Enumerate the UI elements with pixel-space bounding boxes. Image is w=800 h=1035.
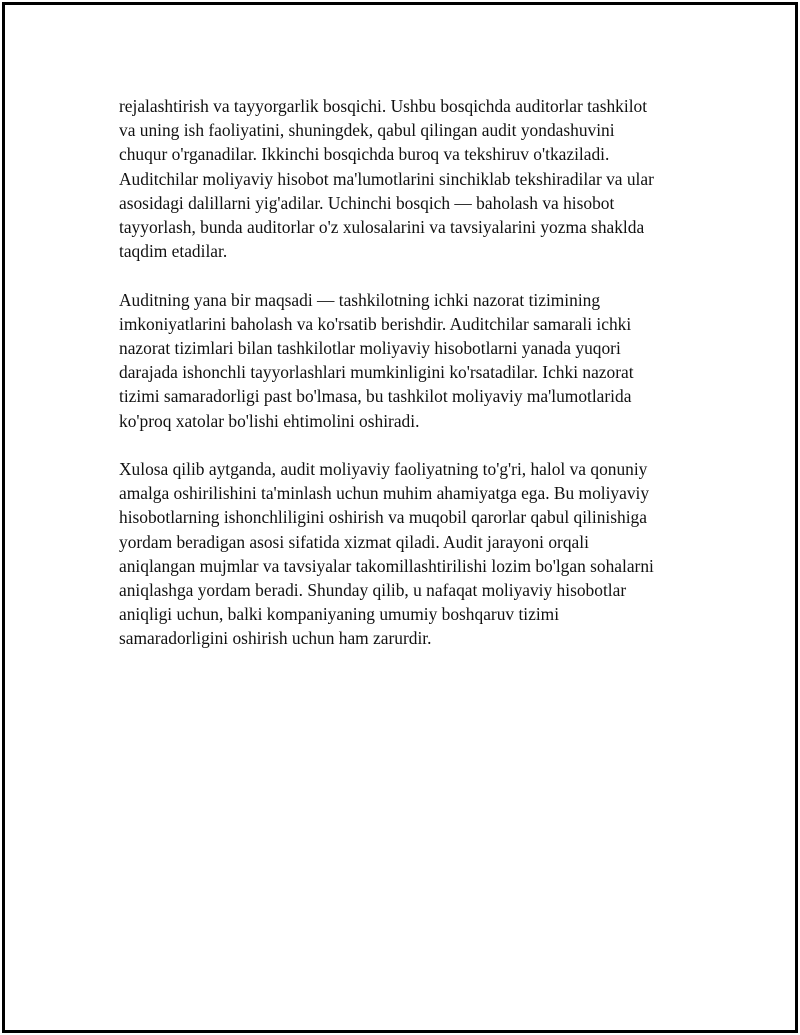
text-line: samaradorligini oshirish uchun ham zarurdir. bbox=[119, 628, 432, 649]
text-line: Auditning yana bir maqsadi — tashkilotning ichki nazorat tizimining bbox=[119, 289, 601, 310]
paragraph-conclusion bbox=[119, 457, 694, 651]
text-line: imkoniyatlarini baholash va ko'rsatib berishdir. Auditchilar samarali ichki bbox=[119, 313, 632, 334]
text-line: Auditchilar moliyaviy hisobot ma'lumotlarini sinchiklab tekshiradilar va ular bbox=[119, 168, 654, 189]
paragraph-audit-stages bbox=[119, 94, 694, 263]
text-line: ko'proq xatolar bo'lishi ehtimolini oshiradi. bbox=[119, 410, 420, 431]
text-line: aniqlashga yordam beradi. Shunday qilib, u nafaqat moliyaviy hisobotlar bbox=[119, 580, 627, 601]
text-line: hisobotlarning ishonchliligini oshirish va muqobil qarorlar qabul qilinishiga bbox=[119, 507, 647, 528]
text-line: rejalashtirish va tayyorgarlik bosqichi. Ushbu bosqichda auditorlar tashkilot bbox=[119, 96, 648, 116]
text-line: yordam beradigan asosi sifatida xizmat qiladi. Audit jarayoni orqali bbox=[119, 531, 589, 552]
text-line: tizimi samaradorligi past bo'lmasa, bu tashkilot moliyaviy ma'lumotlarida bbox=[119, 386, 632, 407]
text-line: va uning ish faoliyatini, shuningdek, qabul qilingan audit yondashuvini bbox=[119, 120, 615, 141]
paragraph-internal-control bbox=[119, 288, 694, 433]
text-line: darajada ishonchli tayyorlashlari mumkinligini ko'rsatadilar. Ichki nazorat bbox=[119, 362, 634, 383]
text-line: taqdim etadilar. bbox=[119, 241, 228, 262]
text-line: aniqlangan mujmlar va tavsiyalar takomillashtirilishi lozim bo'lgan sohalarni bbox=[119, 555, 654, 576]
text-line: nazorat tizimlari bilan tashkilotlar moliyaviy hisobotlarni yanada yuqori bbox=[119, 338, 621, 359]
page-frame bbox=[2, 2, 798, 1033]
text-line: chuqur o'rganadilar. Ikkinchi bosqichda buroq va tekshiruv o'tkaziladi. bbox=[119, 144, 610, 165]
document-body bbox=[119, 94, 694, 675]
text-line: tayyorlash, bunda auditorlar o'z xulosalarini va tavsiyalarini yozma shaklda bbox=[119, 217, 645, 238]
text-line: aniqligi uchun, balki kompaniyaning umumiy boshqaruv tizimi bbox=[119, 604, 560, 625]
text-line: Xulosa qilib aytganda, audit moliyaviy faoliyatning to'g'ri, halol va qonuniy bbox=[119, 459, 648, 480]
text-line: amalga oshirilishini ta'minlash uchun muhim ahamiyatga ega. Bu moliyaviy bbox=[119, 483, 650, 504]
text-line: asosidagi dalillarni yig'adilar. Uchinchi bosqich — baholash va hisobot bbox=[119, 192, 615, 213]
